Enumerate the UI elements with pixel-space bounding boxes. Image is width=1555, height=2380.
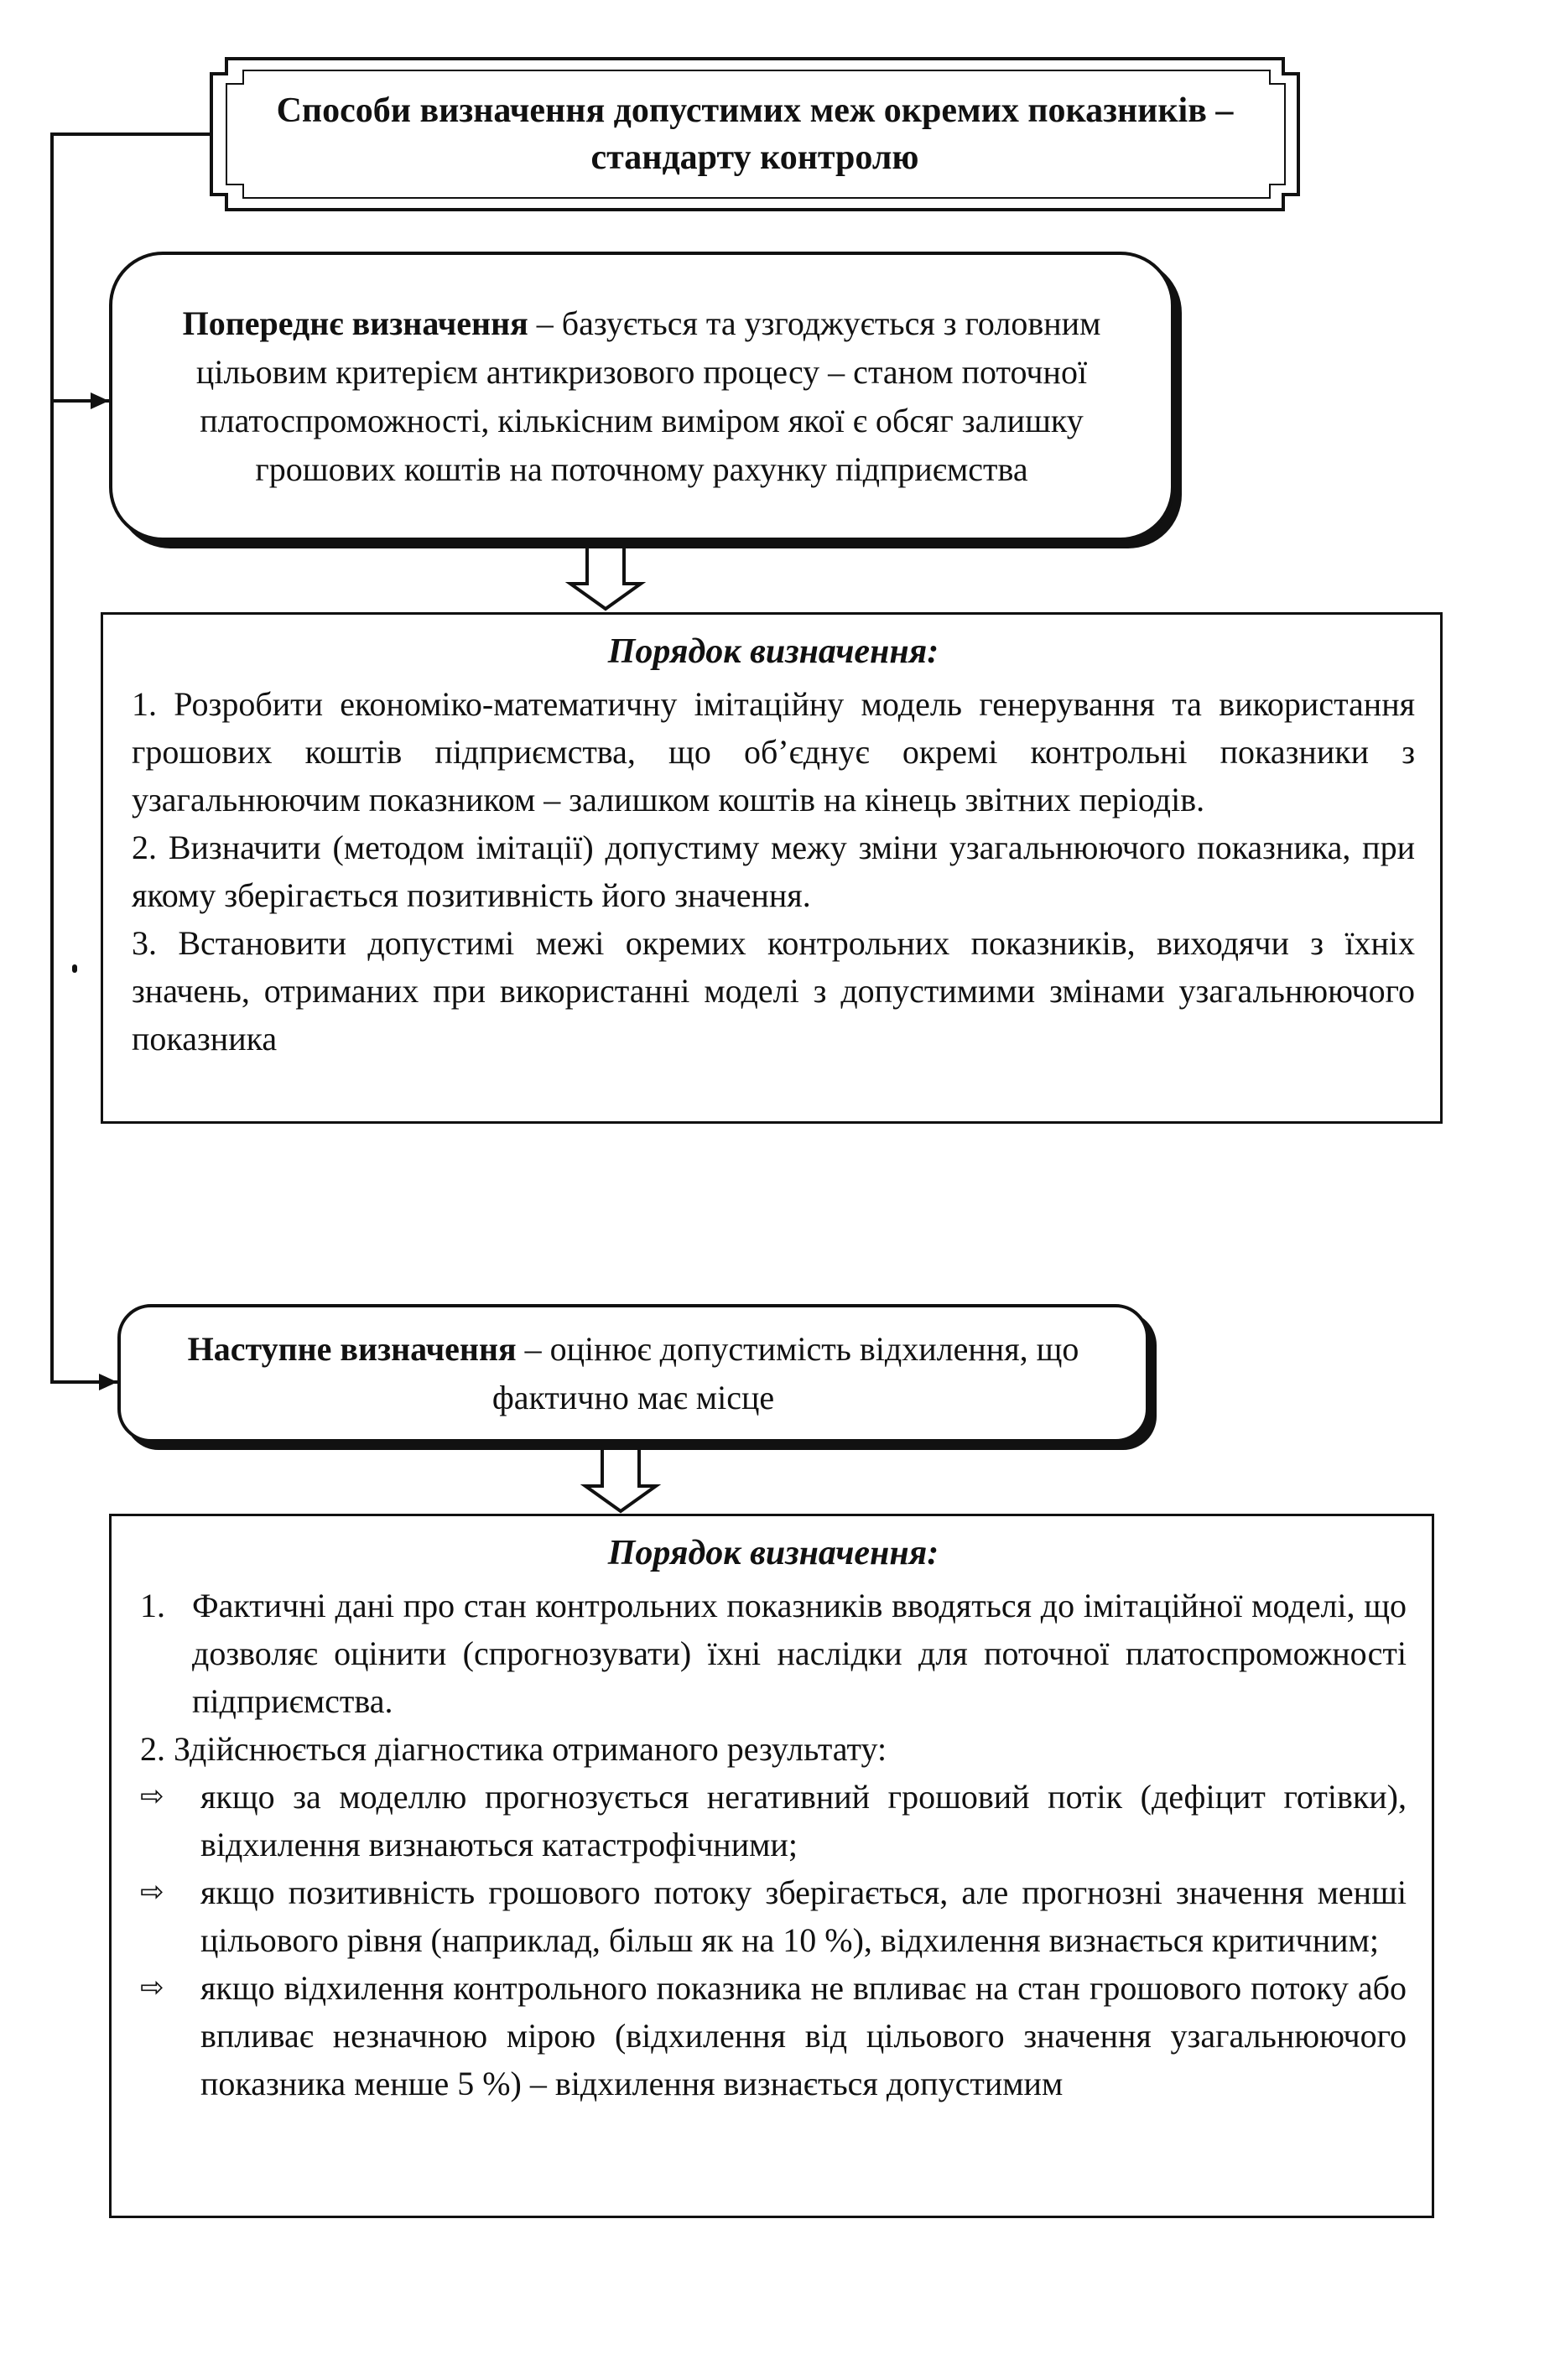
preliminary-body: – базується та узгоджується з головним цільовим критерієм антикризового процесу – станом поточної платоспроможності, кількісним виміром якої є обсяг залишку грошових коштів на поточному рахунку підприємства bbox=[195, 304, 1101, 488]
preliminary-box bbox=[109, 252, 1174, 541]
subsequent-step-2: 2. Здійснюється діагностика отриманого результату: bbox=[140, 1730, 887, 1768]
preliminary-lead: Попереднє визначення bbox=[182, 304, 528, 342]
diagnosis-bullet-1-text: якщо за моделлю прогнозується негативний грошовий потік (дефіцит готівки), відхилення визнаються катастрофічними; bbox=[200, 1778, 1407, 1863]
preliminary-procedure-heading: Порядок визначення: bbox=[607, 632, 939, 671]
diagnosis-bullet-3-text: якщо відхилення контрольного показника не впливає на стан грошового потоку або впливає незначною мірою (відхилення від цільового значення узагальнюючого показника менше 5 %) – відхилення визнається допустимим bbox=[200, 1969, 1407, 2102]
subsequent-text bbox=[163, 1325, 1104, 1422]
hollow-right-arrow-icon: ⇨ bbox=[140, 1875, 164, 1909]
down-arrow-2 bbox=[585, 1447, 656, 1511]
preliminary-step-3: 3. Встановити допустимі межі окремих контрольних показників, виходячи з їхніх значень, отриманих при використанні моделі з допустимими змінами узагальнюючого показника bbox=[132, 924, 1415, 1057]
subsequent-step-1-text: Фактичні дані про стан контрольних показників вводяться до імітаційної моделі, що дозволяє оцінити (спрогнозувати) їхні наслідки для поточної платоспроможності підприємства. bbox=[192, 1587, 1407, 1720]
subsequent-step-1 bbox=[140, 1582, 1407, 1725]
diagnosis-bullet-2-text: якщо позитивність грошового потоку зберігається, але прогнозні значення менші цільового рівня (наприклад, більш як на 10 %), відхилення визнається критичним; bbox=[200, 1873, 1407, 1959]
hollow-right-arrow-icon: ⇨ bbox=[140, 1971, 164, 2004]
scan-speck bbox=[72, 964, 77, 973]
title-text: Способи визначення допустимих меж окремих показників – стандарту контролю bbox=[276, 91, 1234, 177]
preliminary-step-1: 1. Розробити економіко-математичну імітаційну модель генерування та використання грошових коштів підприємства, що об’єднує окремі контрольні показники з узагальнюючим показником – залишком коштів на кінець звітних періодів. bbox=[132, 685, 1415, 818]
subsequent-lead: Наступне визначення bbox=[187, 1329, 517, 1368]
down-arrow-1 bbox=[570, 545, 641, 609]
subsequent-box bbox=[117, 1304, 1149, 1442]
branch-arrowhead-1 bbox=[91, 392, 109, 409]
subsequent-procedure-heading: Порядок визначення: bbox=[607, 1534, 939, 1572]
hollow-right-arrow-icon: ⇨ bbox=[140, 1780, 164, 1813]
preliminary-text bbox=[154, 299, 1129, 494]
branch-arrowhead-2 bbox=[99, 1374, 117, 1390]
subsequent-body: – оцінює допустимість відхилення, що фактично має місце bbox=[491, 1329, 1079, 1416]
preliminary-step-2: 2. Визначити (методом імітації) допустиму межу зміни узагальнюючого показника, при якому зберігається позитивність його значення. bbox=[132, 829, 1415, 914]
diagnosis-bullet-2 bbox=[140, 1868, 1407, 1964]
title-box bbox=[201, 50, 1308, 218]
preliminary-procedure-box bbox=[101, 612, 1443, 1124]
diagnosis-bullet-1 bbox=[140, 1773, 1407, 1868]
diagnosis-bullet-3 bbox=[140, 1964, 1407, 2107]
subsequent-procedure-box bbox=[109, 1514, 1434, 2218]
subsequent-step-1-number: 1. bbox=[140, 1587, 165, 1624]
